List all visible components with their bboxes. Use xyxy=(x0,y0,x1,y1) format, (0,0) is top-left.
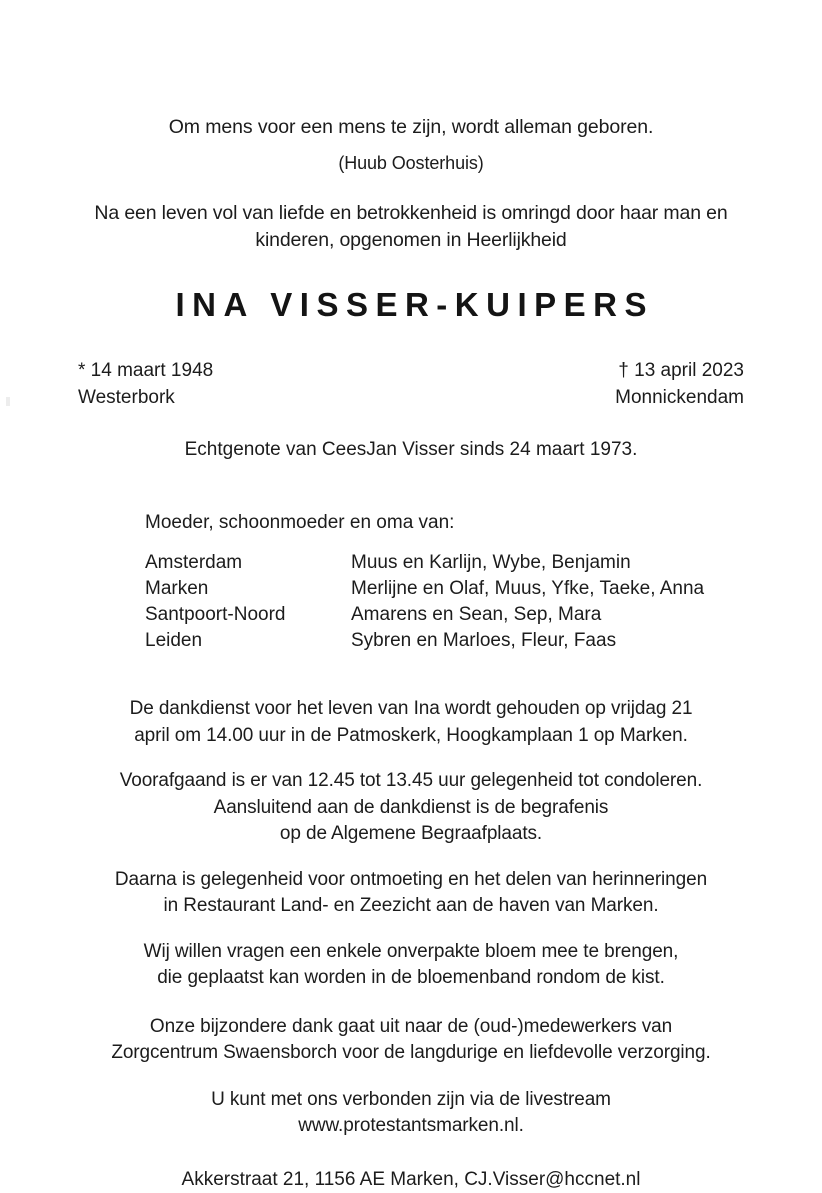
poem-attribution: (Huub Oosterhuis) xyxy=(338,153,484,173)
flowers-line-1: Wij willen vragen een enkele onverpakte bloem mee te brengen, xyxy=(143,940,679,962)
family-place: Leiden xyxy=(145,630,203,651)
birth-block xyxy=(78,357,213,411)
gathering-line-1: Daarna is gelegenheid voor ontmoeting en het delen van herinneringen xyxy=(114,868,708,890)
death-date: † 13 april 2023 xyxy=(618,360,744,381)
intro-block xyxy=(70,200,752,254)
footer-address: Akkerstraat 21, 1156 AE Marken, CJ.Visser@hccnet.nl xyxy=(181,1168,641,1190)
table-row xyxy=(145,576,704,602)
paragraph-gathering xyxy=(70,867,752,920)
livestream-line-1: U kunt met ons verbonden zijn via de livestream xyxy=(211,1088,611,1110)
family-names: Amarens en Sean, Sep, Mara xyxy=(351,604,602,625)
death-place: Monnickendam xyxy=(615,387,744,408)
family-block xyxy=(70,509,752,654)
flowers-line-2: die geplaatst kan worden in de bloemenband rondom de kist. xyxy=(157,967,665,988)
livestream-url[interactable]: www.protestantsmarken.nl. xyxy=(298,1115,524,1136)
condolence-line-2: Aansluitend aan de dankdienst is de begrafenis xyxy=(213,796,609,818)
paragraph-condolence xyxy=(70,768,752,848)
scan-fold-artifact xyxy=(6,397,10,406)
family-names: Muus en Karlijn, Wybe, Benjamin xyxy=(351,552,631,573)
paragraph-service xyxy=(70,696,752,749)
table-row xyxy=(145,550,704,576)
paragraph-flowers xyxy=(70,939,752,992)
poem-line-2: wordt alleman geboren. xyxy=(451,116,654,138)
poem-block xyxy=(70,0,752,176)
spouse-line: Echtgenote van CeesJan Visser sinds 24 maart 1973. xyxy=(184,439,638,460)
paragraph-thanks xyxy=(70,1014,752,1067)
death-block xyxy=(615,357,744,411)
paragraph-livestream xyxy=(70,1087,752,1140)
intro-line-1: Na een leven vol van liefde en betrokkenheid is omringd xyxy=(94,202,571,224)
poem-line-1: Om mens voor een mens te zijn, xyxy=(168,116,447,138)
family-place: Santpoort-Noord xyxy=(145,604,286,625)
service-line-1: De dankdienst voor het leven van Ina wordt gehouden op vrijdag 21 xyxy=(129,698,693,719)
service-line-2: april om 14.00 uur in de Patmoskerk, Hoogkamplaan 1 op Marken. xyxy=(134,724,688,746)
thanks-line-2: Zorgcentrum Swaensborch voor de langdurige en liefdevolle verzorging. xyxy=(111,1042,711,1063)
deceased-name: INA VISSER-KUIPERS xyxy=(175,286,654,323)
family-table xyxy=(145,550,704,654)
family-place: Amsterdam xyxy=(145,552,243,573)
gathering-line-2: in Restaurant Land- en Zeezicht aan de haven van Marken. xyxy=(163,895,659,916)
table-row xyxy=(145,602,704,628)
family-place: Marken xyxy=(145,578,209,599)
dates-row xyxy=(70,357,752,411)
details-block xyxy=(70,696,752,1140)
family-heading: Moeder, schoonmoeder en oma van: xyxy=(145,512,455,533)
family-names: Sybren en Marloes, Fleur, Faas xyxy=(351,630,617,651)
condolence-line-1: Voorafgaand is er van 12.45 tot 13.45 uur gelegenheid tot condoleren. xyxy=(119,770,703,791)
family-names: Merlijne en Olaf, Muus, Yfke, Taeke, Anna xyxy=(351,578,705,599)
condolence-line-3: op de Algemene Begraafplaats. xyxy=(279,823,543,844)
table-row xyxy=(145,628,704,654)
birth-place: Westerbork xyxy=(78,387,175,408)
birth-date: * 14 maart 1948 xyxy=(78,360,214,381)
thanks-line-1: Onze bijzondere dank gaat uit naar de (oud-)medewerkers van xyxy=(149,1015,673,1037)
intro-line-2: door haar man en kinderen, opgenomen in Heerlijkheid xyxy=(255,202,728,251)
